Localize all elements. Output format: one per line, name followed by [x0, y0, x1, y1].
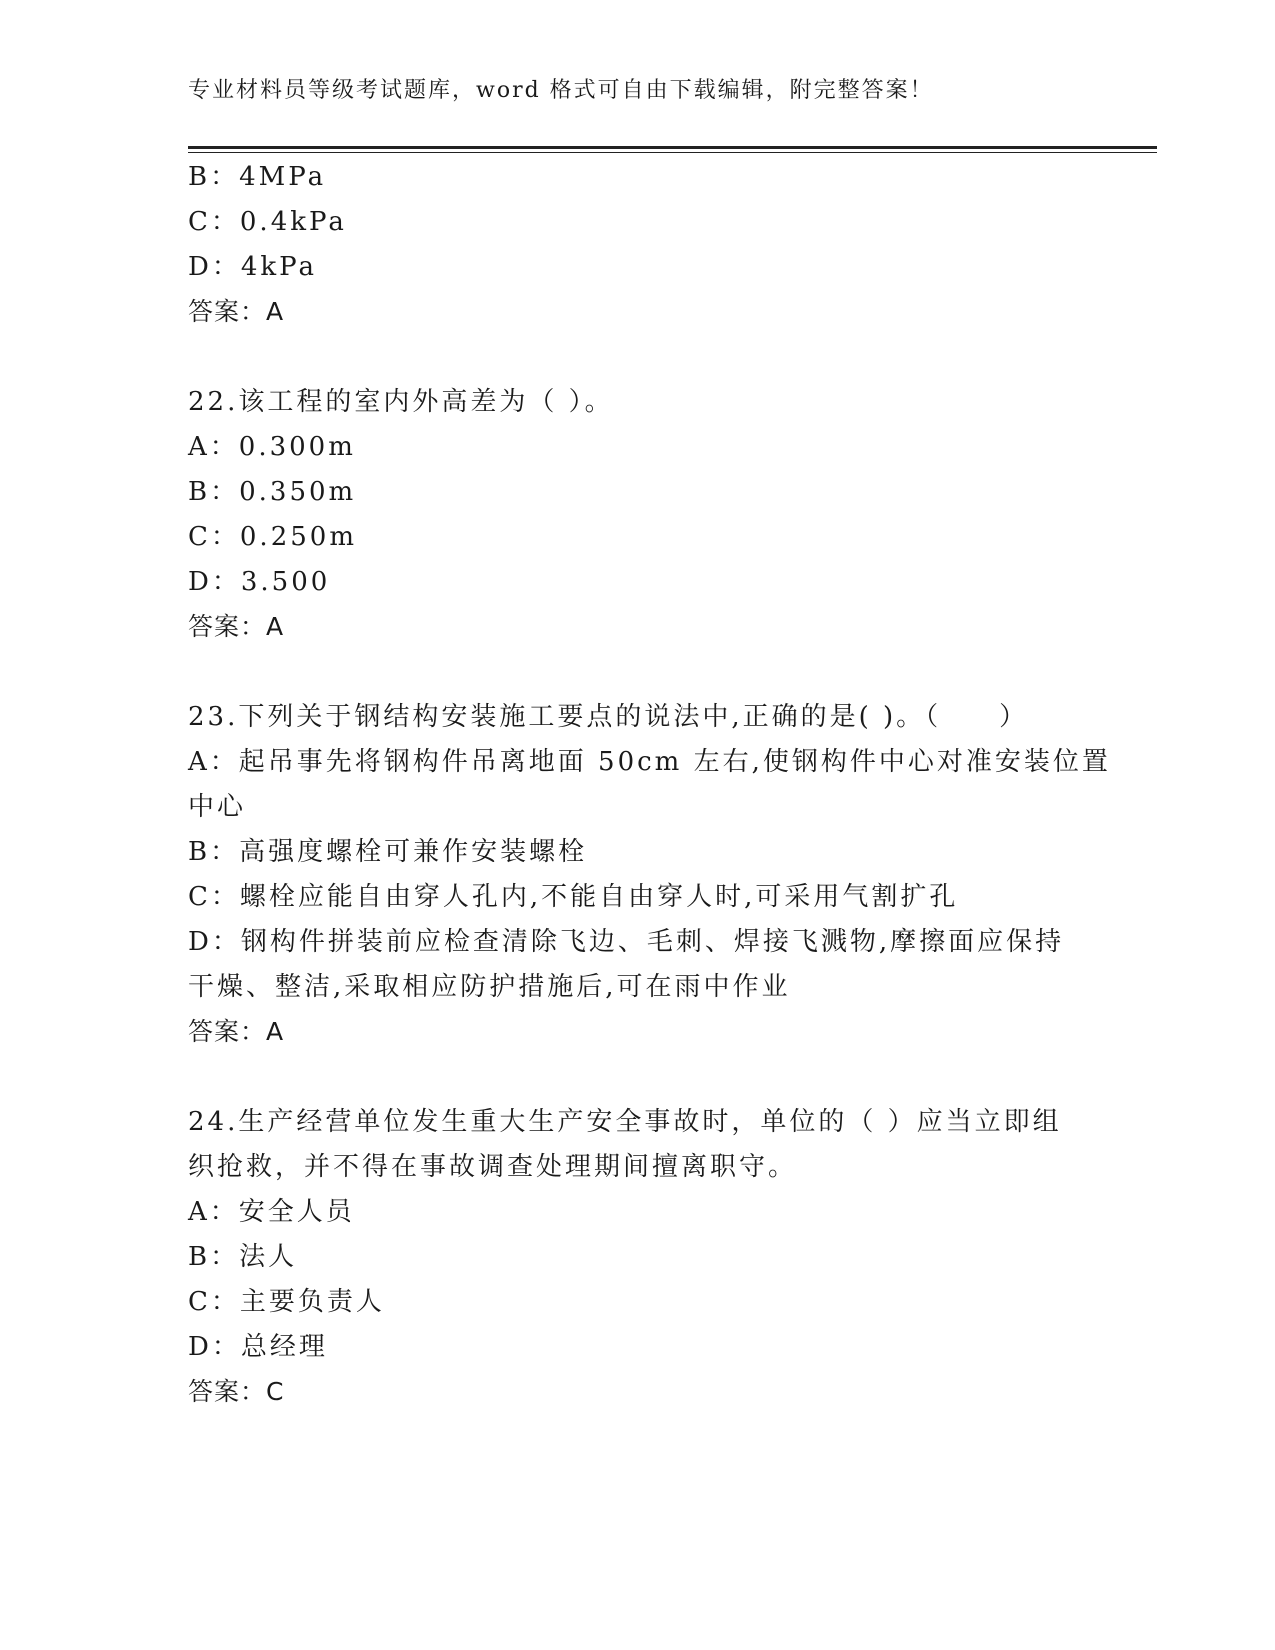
- option-c: C：0.4kPa: [188, 207, 347, 237]
- document-header: 专业材料员等级考试题库，word 格式可自由下载编辑，附完整答案！: [188, 78, 934, 103]
- question-23-option-d-cont: 干燥、整洁,采取相应防护措施后,可在雨中作业: [188, 972, 791, 1002]
- question-23-stem: 23.下列关于钢结构安装施工要点的说法中,正确的是( )。（ ）: [188, 702, 1029, 732]
- header-divider-thick: [188, 146, 1157, 149]
- option-d: D：4kPa: [188, 252, 317, 282]
- answer: 答案：A: [188, 297, 285, 326]
- question-22-stem: 22.该工程的室内外高差为（ ）。: [188, 387, 614, 417]
- question-23-answer: 答案：A: [188, 1017, 285, 1046]
- question-24-stem-cont: 织抢救，并不得在事故调查处理期间擅离职守。: [188, 1152, 798, 1182]
- question-24-option-a: A：安全人员: [188, 1197, 355, 1227]
- question-24-option-b: B：法人: [188, 1242, 298, 1272]
- question-24-option-d: D：总经理: [188, 1332, 328, 1362]
- question-22-answer: 答案：A: [188, 612, 285, 641]
- question-24-stem: 24.生产经营单位发生重大生产安全事故时，单位的（ ）应当立即组: [188, 1107, 1062, 1137]
- question-22-option-d: D：3.500: [188, 567, 331, 597]
- question-23-option-b: B：高强度螺栓可兼作安装螺栓: [188, 837, 588, 867]
- header-divider-thin: [188, 152, 1157, 153]
- question-24-option-c: C：主要负责人: [188, 1287, 385, 1317]
- question-23-option-c: C：螺栓应能自由穿人孔内,不能自由穿人时,可采用气割扩孔: [188, 882, 959, 912]
- question-22-option-b: B：0.350m: [188, 477, 357, 507]
- question-23-option-a: A：起吊事先将钢构件吊离地面 50cm 左右,使钢构件中心对准安装位置: [188, 747, 1111, 777]
- question-22-option-a: A：0.300m: [188, 432, 356, 462]
- question-23-option-a-cont: 中心: [188, 792, 247, 822]
- question-24-answer: 答案：C: [188, 1377, 285, 1406]
- question-22-option-c: C：0.250m: [188, 522, 357, 552]
- option-b: B：4MPa: [188, 162, 327, 192]
- question-23-option-d: D：钢构件拼装前应检查清除飞边、毛刺、焊接飞溅物,摩擦面应保持: [188, 927, 1065, 957]
